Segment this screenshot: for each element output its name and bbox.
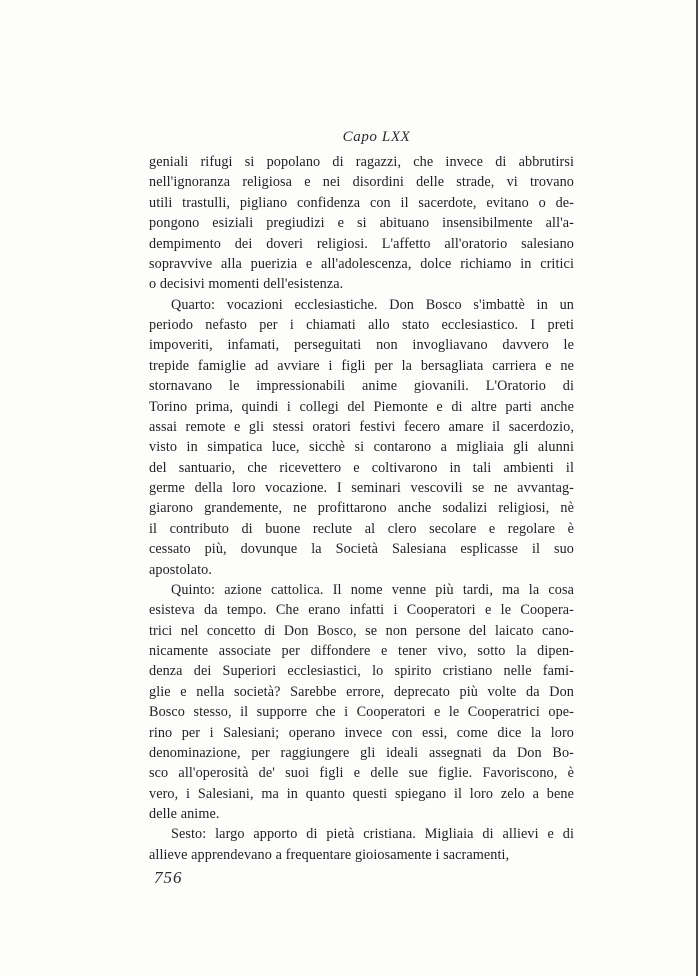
text-line: vero, i Salesiani, ma in quanto questi spiegano il loro zelo a bene — [149, 785, 574, 802]
text-line: Sesto: largo apporto di pietà cristiana. Migliaia di allievi e di — [171, 826, 574, 843]
text-line: visto in simpatica luce, sicchè si contarono a migliaia gli alunni — [149, 439, 574, 456]
text-line: Quinto: azione cattolica. Il nome venne più tardi, ma la cosa — [171, 581, 574, 598]
scan-edge-line — [696, 0, 698, 976]
text-line: trici nel concetto di Don Bosco, se non persone del laicato cano- — [149, 622, 574, 639]
text-line: delle anime. — [149, 806, 220, 822]
text-line: denza dei Superiori ecclesiastici, lo spirito cristiano nelle fami- — [149, 663, 574, 680]
text-line: assai remote e gli stessi oratori festivi fecero amare il sacerdozio, — [149, 418, 574, 435]
text-line: del santuario, che ricevettero e coltivarono in tali ambienti il — [149, 459, 574, 476]
text-line: impoveriti, infamati, perseguitati non invogliavano davvero le — [149, 337, 574, 354]
text-line: sopravvive alla puerizia e all'adolescenza, dolce richiamo in critici — [149, 255, 574, 272]
text-line: giarono grandemente, ne profittarono anche sodalizi religiosi, nè — [149, 500, 574, 517]
text-line: cessato più, dovunque la Società Salesiana esplicasse il suo — [149, 541, 574, 558]
text-line: periodo nefasto per i chiamati allo stato ecclesiastico. I preti — [149, 317, 574, 333]
text-line: stornavano le impressionabili anime giovanili. L'Oratorio di — [149, 378, 574, 395]
text-line: nell'ignoranza religiosa e nei disordini delle strade, vi trovano — [149, 174, 574, 191]
body-text — [149, 152, 574, 865]
text-line: glie e nella società? Sarebbe errore, deprecato più volte da Don — [149, 683, 574, 700]
text-line: allieve apprendevano a frequentare gioiosamente i sacramenti, — [149, 846, 510, 863]
text-line: geniali rifugi si popolano di ragazzi, che invece di abbrutirsi — [149, 154, 574, 170]
text-line: il contributo di buone reclute al clero secolare e regolare è — [149, 520, 574, 537]
text-line: sco all'operosità de' suoi figli e delle sue figlie. Favoriscono, è — [149, 765, 574, 782]
text-line: utili trastulli, pigliano confidenza con il sacerdote, evitano o de- — [149, 194, 574, 211]
text-line: o decisivi momenti dell'esistenza. — [149, 276, 344, 293]
text-line: denominazione, per raggiungere gli ideali assegnati da Don Bo- — [149, 744, 574, 761]
text-line: Torino prima, quindi i collegi del Piemonte e di altre parti anche — [149, 398, 574, 415]
running-header: Capo LXX — [342, 129, 411, 145]
text-line: nicamente associate per diffondere e tener vivo, sotto la dipen- — [149, 643, 574, 659]
text-line: germe della loro vocazione. I seminari vescovili se ne avvantag- — [149, 480, 574, 496]
text-line: apostolato. — [149, 561, 212, 578]
text-line: Bosco stesso, il supporre che i Cooperatori e le Cooperatrici ope- — [149, 704, 574, 721]
text-line: esisteva da tempo. Che erano infatti i Cooperatori e le Coopera- — [149, 602, 574, 619]
text-line: dempimento dei doveri religiosi. L'affetto all'oratorio salesiano — [149, 235, 574, 252]
page-number: 756 — [154, 868, 183, 887]
text-line: pongono esiziali pregiudizi e si abituano insensibilmente all'a- — [149, 215, 574, 232]
text-line: Quarto: vocazioni ecclesiastiche. Don Bosco s'imbattè in un — [171, 296, 574, 313]
text-line: trepide famiglie ad avviare i figli per la bersagliata carriera e ne — [149, 357, 574, 374]
text-line: rino per i Salesiani; operano invece con essi, come dice la loro — [149, 724, 574, 741]
